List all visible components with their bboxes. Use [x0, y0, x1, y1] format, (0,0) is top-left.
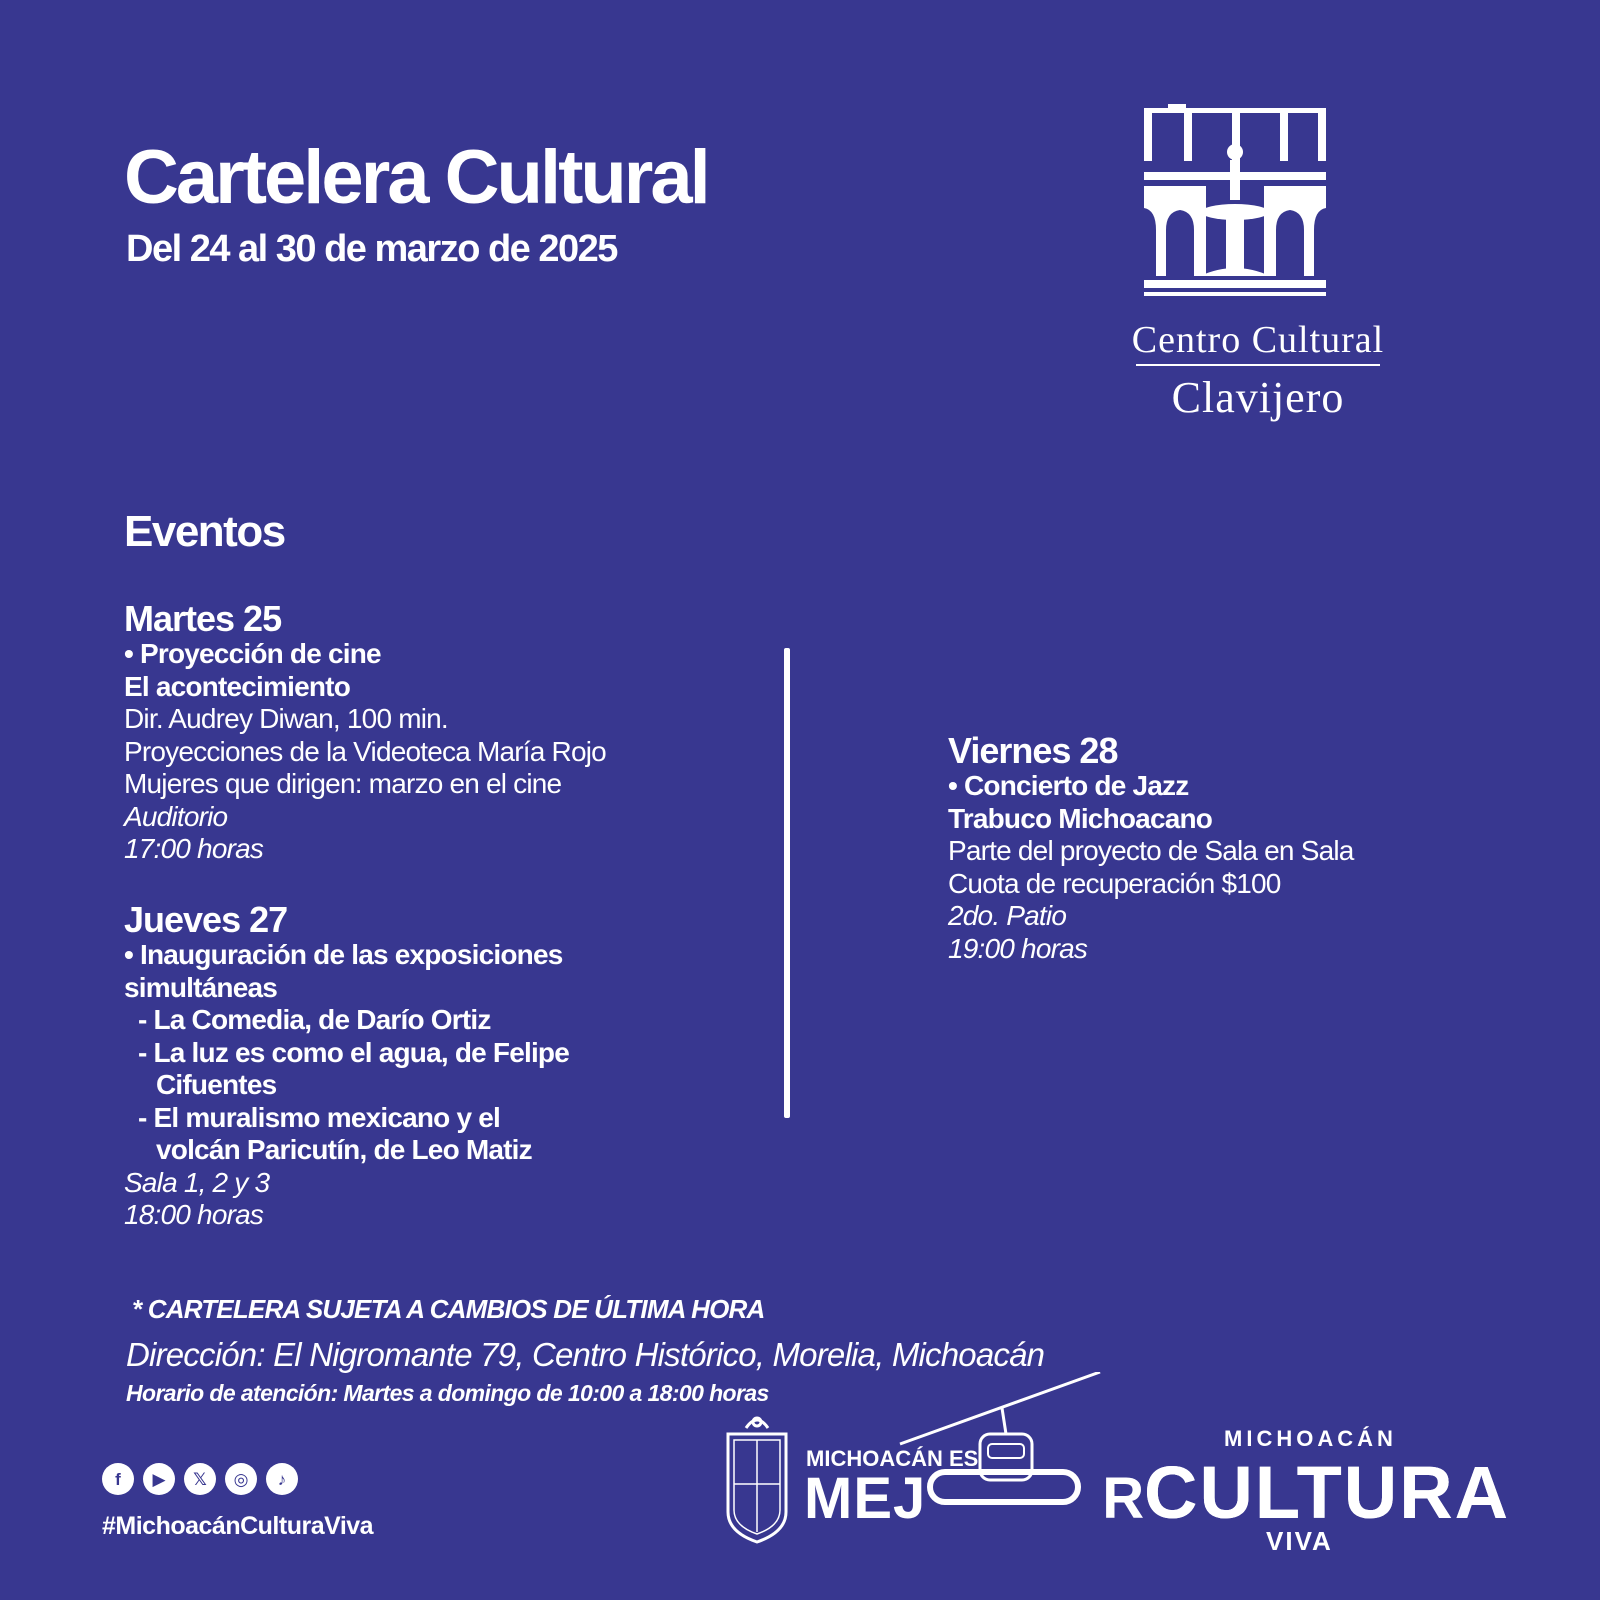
- event-category: • Concierto de Jazz: [948, 770, 1189, 801]
- gov-logo-line1: MICHOACÁN ES: [806, 1446, 979, 1471]
- gov-logo-mej: MEJ: [804, 1466, 927, 1531]
- event-category: • Proyección de cine: [124, 638, 381, 669]
- address: Dirección: El Nigromante 79, Centro Histórico, Morelia, Michoacán: [126, 1336, 1045, 1373]
- date-range: Del 24 al 30 de marzo de 2025: [126, 228, 617, 270]
- culture-logo-main: CULTURA: [1144, 1451, 1511, 1534]
- section-title: Eventos: [124, 507, 285, 556]
- exhibition-item: - El muralismo mexicano y el: [138, 1101, 500, 1133]
- instagram-icon[interactable]: ◎: [225, 1463, 257, 1495]
- event-day: Martes 25: [124, 598, 282, 639]
- exhibition-item: - La Comedia, de Darío Ortiz: [138, 1004, 491, 1035]
- gov-logo-line2: [804, 1466, 1146, 1531]
- schedule-notice: * CARTELERA SUJETA A CAMBIOS DE ÚLTIMA HORA: [132, 1294, 765, 1324]
- event-detail: Parte del proyecto de Sala en Sala: [948, 835, 1354, 866]
- event-category-cont: simultáneas: [124, 971, 278, 1003]
- gov-logo-r: R: [1102, 1466, 1146, 1531]
- column-divider: [784, 648, 790, 1118]
- event-time: 18:00 horas: [124, 1199, 264, 1230]
- event-category: • Inauguración de las exposiciones: [124, 939, 563, 970]
- event-jueves-27: [124, 901, 764, 1232]
- event-day: Viernes 28: [948, 730, 1118, 771]
- x-icon[interactable]: 𝕏: [184, 1463, 216, 1495]
- youtube-icon[interactable]: ▶: [143, 1463, 175, 1495]
- culture-logo-bottom: VIVA: [1266, 1526, 1333, 1556]
- logo-name-line2: Clavijero: [1171, 373, 1345, 422]
- exhibition-item-cont: Cifuentes: [156, 1069, 277, 1100]
- social-links: [102, 1463, 298, 1495]
- culture-logo-top: MICHOACÁN: [1224, 1426, 1397, 1451]
- event-viernes-28: [948, 732, 1548, 965]
- event-day: Jueves 27: [124, 899, 288, 940]
- page-title: Cartelera Cultural: [124, 135, 708, 220]
- event-detail: Dir. Audrey Diwan, 100 min.: [124, 703, 448, 734]
- event-place: Auditorio: [124, 800, 228, 832]
- event-place: 2do. Patio: [948, 900, 1067, 931]
- event-place: Sala 1, 2 y 3: [124, 1166, 270, 1198]
- event-detail: Mujeres que dirigen: marzo en el cine: [124, 768, 562, 799]
- logo-name-line1: Centro Cultural: [1131, 319, 1385, 361]
- event-name: Trabuco Michoacano: [948, 802, 1213, 834]
- opening-hours: Horario de atención: Martes a domingo de 10:00 a 18:00 horas: [126, 1380, 769, 1406]
- tiktok-icon[interactable]: ♪: [266, 1463, 298, 1495]
- logo-divider: [1136, 364, 1380, 366]
- event-martes-25: [124, 600, 764, 866]
- event-time: 19:00 horas: [948, 932, 1088, 964]
- event-name: El acontecimiento: [124, 670, 351, 702]
- hashtag: #MichoacánCulturaViva: [102, 1512, 374, 1540]
- exhibition-item: - La luz es como el agua, de Felipe: [138, 1036, 570, 1068]
- event-detail: Proyecciones de la Videoteca María Rojo: [124, 735, 606, 767]
- facebook-icon[interactable]: f: [102, 1463, 134, 1495]
- exhibition-item-cont: volcán Paricutín, de Leo Matiz: [156, 1134, 532, 1165]
- event-detail: Cuota de recuperación $100: [948, 867, 1281, 899]
- event-time: 17:00 horas: [124, 833, 264, 864]
